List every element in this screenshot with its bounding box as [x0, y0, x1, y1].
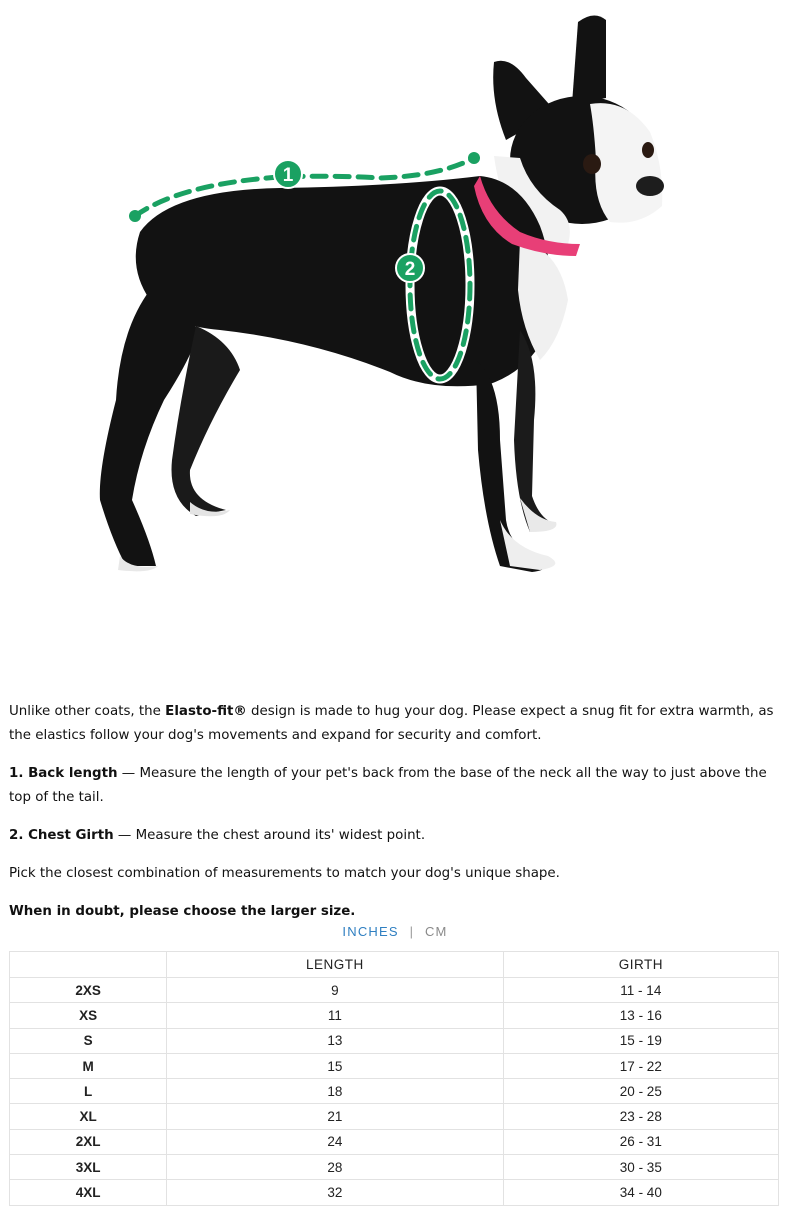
- size-cell: L: [10, 1079, 167, 1104]
- back-end-dot: [468, 152, 480, 164]
- size-cell: XS: [10, 1003, 167, 1028]
- girth-column-header: GIRTH: [503, 952, 778, 978]
- chest-girth-paragraph: [9, 824, 784, 848]
- marker-1-label: 1: [282, 165, 294, 186]
- table-row: [10, 1079, 779, 1104]
- size-chart-table: [9, 951, 779, 1206]
- length-cell: 28: [167, 1155, 503, 1180]
- intro-text-end: design is made to hug your dog. Please expect a snug fit for extra warmth, as the elastics follow your dog's movements and expand for security and comfort.: [9, 704, 774, 743]
- girth-cell: 13 - 16: [503, 1003, 778, 1028]
- size-cell: XL: [10, 1104, 167, 1129]
- chest-girth-label: 2. Chest Girth: [9, 828, 114, 843]
- length-cell: 15: [167, 1053, 503, 1078]
- table-row: [10, 1180, 779, 1205]
- girth-cell: 23 - 28: [503, 1104, 778, 1129]
- table-row: [10, 978, 779, 1003]
- table-row: [10, 1155, 779, 1180]
- size-cell: S: [10, 1028, 167, 1053]
- length-column-header: LENGTH: [167, 952, 503, 978]
- size-cell: M: [10, 1053, 167, 1078]
- unit-toggle: [0, 924, 790, 939]
- length-cell: 21: [167, 1104, 503, 1129]
- unit-separator: |: [409, 924, 415, 939]
- table-row: [10, 1003, 779, 1028]
- size-cell: 3XL: [10, 1155, 167, 1180]
- length-cell: 13: [167, 1028, 503, 1053]
- girth-cell: 20 - 25: [503, 1079, 778, 1104]
- table-header-row: [10, 952, 779, 978]
- back-length-paragraph: [9, 762, 784, 810]
- size-cell: 2XL: [10, 1129, 167, 1154]
- length-cell: 24: [167, 1129, 503, 1154]
- girth-cell: 11 - 14: [503, 978, 778, 1003]
- length-cell: 9: [167, 978, 503, 1003]
- girth-cell: 17 - 22: [503, 1053, 778, 1078]
- size-cell: 4XL: [10, 1180, 167, 1205]
- length-cell: 11: [167, 1003, 503, 1028]
- intro-paragraph: [9, 700, 784, 748]
- table-row: [10, 1129, 779, 1154]
- table-row: [10, 1104, 779, 1129]
- girth-cell: 15 - 19: [503, 1028, 778, 1053]
- girth-cell: 30 - 35: [503, 1155, 778, 1180]
- dog-silhouette: [100, 15, 664, 572]
- length-cell: 32: [167, 1180, 503, 1205]
- table-row: [10, 1053, 779, 1078]
- fit-description: [9, 700, 784, 924]
- back-length-text: — Measure the length of your pet's back from the base of the neck all the way to just above the top of the tail.: [9, 766, 767, 805]
- size-cell: 2XS: [10, 978, 167, 1003]
- back-start-dot: [129, 210, 141, 222]
- doubt-note: [9, 900, 784, 924]
- back-length-label: 1. Back length: [9, 766, 118, 781]
- chest-girth-text: — Measure the chest around its' widest point.: [113, 828, 426, 843]
- intro-text-start: Unlike other coats, the: [9, 704, 166, 719]
- unit-cm-button[interactable]: CM: [424, 924, 448, 939]
- pick-paragraph: Pick the closest combination of measurements to match your dog's unique shape.: [9, 866, 560, 881]
- marker-2-label: 2: [404, 259, 416, 280]
- doubt-note-text: When in doubt, please choose the larger size.: [9, 904, 356, 919]
- table-row: [10, 1028, 779, 1053]
- unit-inches-button[interactable]: INCHES: [342, 924, 399, 939]
- girth-cell: 34 - 40: [503, 1180, 778, 1205]
- girth-cell: 26 - 31: [503, 1129, 778, 1154]
- length-cell: 18: [167, 1079, 503, 1104]
- size-column-header: [10, 952, 167, 978]
- elasto-fit-brand: Elasto-fit®: [165, 704, 247, 719]
